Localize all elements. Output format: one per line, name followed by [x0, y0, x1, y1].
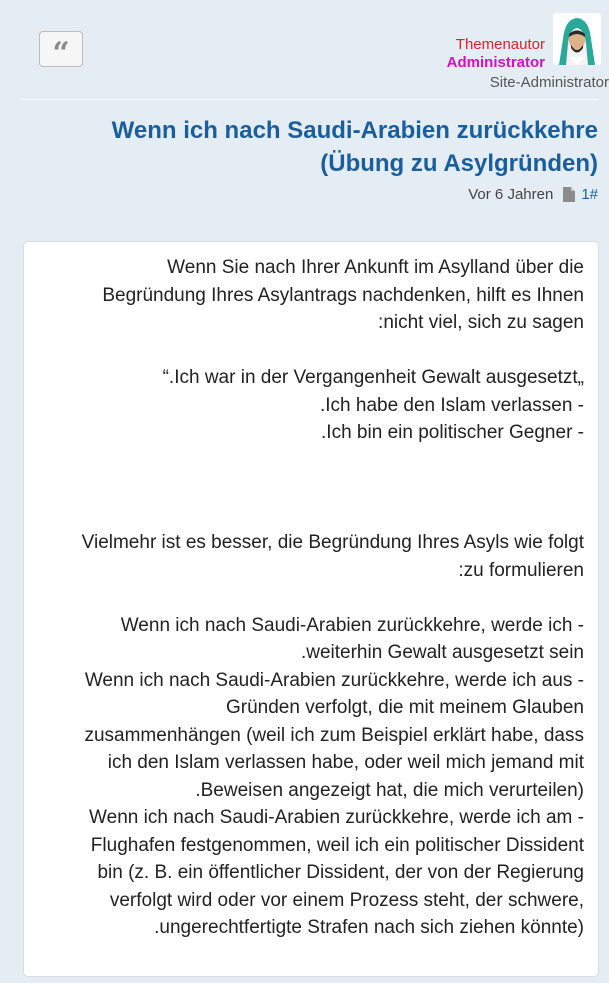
body-line: ich den Islam verlassen habe, oder weil mich jemand mit [107, 752, 584, 773]
body-line: .Beweisen angezeigt hat, die mich verurteilen) [195, 779, 584, 801]
header-divider [22, 99, 599, 100]
body-line: verfolgt wird oder vor einem Prozess steht, der schwere, [109, 889, 584, 911]
post-title-line-1: Wenn ich nach Saudi-Arabien zurückkehre [111, 117, 598, 144]
avatar-person-icon [553, 13, 601, 65]
body-line: bin (z. B. ein öffentlicher Dissident, der von der Regierung [97, 862, 584, 883]
body-line: Vielmehr ist es besser, die Begründung Ihres Asyls wie folgt [81, 532, 584, 553]
body-line: “.Ich war in der Vergangenheit Gewalt ausgesetzt„ [162, 367, 584, 388]
body-line: zusammenhängen (weil ich zum Beispiel erklärt habe, dass [84, 724, 584, 746]
author-info [426, 36, 609, 92]
post-content-card [23, 241, 599, 977]
body-line: Flughafen festgenommen, weil ich ein politischer Dissident [90, 834, 584, 856]
thread-author-badge: Themenautor [455, 36, 545, 53]
user-title: Site-Administrator [489, 74, 609, 91]
body-line: .weiterhin Gewalt ausgesetzt sein [300, 642, 584, 663]
blank-line [32, 584, 584, 612]
quote-icon: “ [52, 36, 70, 71]
body-line: Gründen verfolgt, die mit meinem Glauben [225, 697, 584, 718]
body-line: :zu formulieren [458, 559, 584, 581]
body-line: Wenn ich nach Saudi-Arabien zurückkehre, werde ich - [120, 614, 584, 636]
body-line: .Ich habe den Islam verlassen - [319, 394, 584, 416]
administrator-badge: Administrator [446, 54, 545, 71]
blank-line [32, 337, 584, 365]
body-line: Wenn ich nach Saudi-Arabien zurückkehre, werde ich aus - [84, 669, 584, 691]
post-number-link[interactable]: 1# [581, 186, 598, 203]
body-line: .Ich bin ein politischer Gegner - [321, 422, 584, 443]
post-timestamp[interactable]: Vor 6 Jahren [468, 186, 554, 203]
post-title-line-2: (Übung zu Asylgründen) [320, 150, 598, 177]
post-title[interactable] [38, 114, 598, 180]
body-line: .ungerechtfertigte Strafen nach sich ziehen könnte) [154, 917, 584, 938]
body-line: Begründung Ihres Asylantrags nachdenken, hilft es Ihnen [102, 284, 584, 306]
body-line: Wenn Sie nach Ihrer Ankunft im Asylland über die [167, 257, 584, 278]
body-line: Wenn ich nach Saudi-Arabien zurückkehre, werde ich am - [89, 807, 584, 828]
avatar[interactable] [553, 13, 601, 65]
post-meta [468, 186, 598, 203]
document-icon [563, 187, 575, 202]
blank-lines [32, 447, 584, 530]
body-line: :nicht viel, sich zu sagen [378, 312, 584, 333]
post-body [32, 254, 584, 942]
quote-button[interactable] [39, 31, 83, 71]
